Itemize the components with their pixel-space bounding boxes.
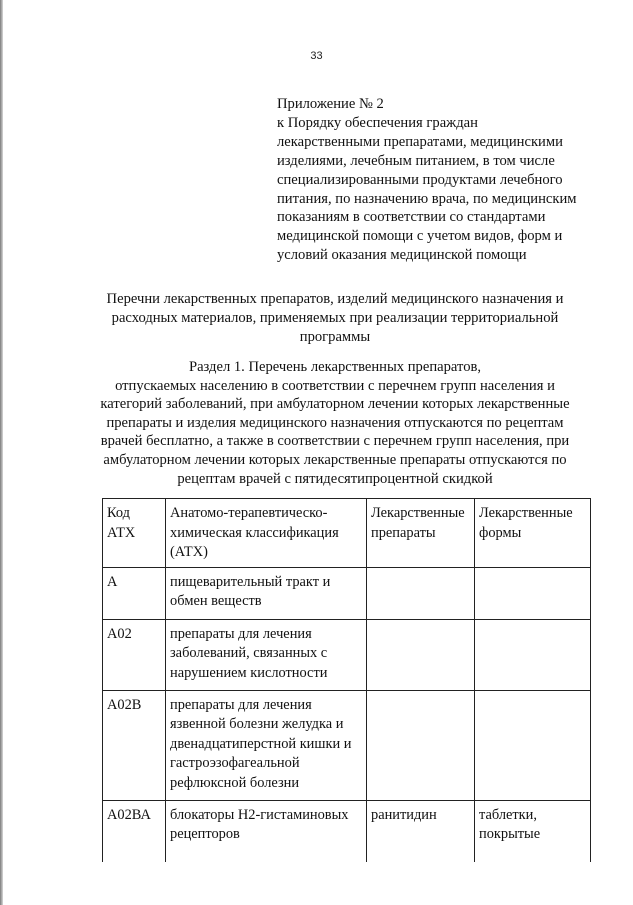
cell-code: А (103, 567, 166, 619)
title-line: Перечни лекарственных препаратов, изделий медицинского назначения и (106, 291, 564, 307)
appendix-line: изделиями, лечебным питанием, в том числе (277, 152, 555, 169)
cell-forms (475, 690, 591, 800)
header-forms: Лекарственные формы (475, 499, 591, 568)
table-row (103, 567, 591, 619)
appendix-line: условий оказания медицинской помощи (277, 247, 527, 264)
appendix-line: лекарственными препаратами, медицинскими (277, 133, 563, 150)
cell-classification: блокаторы Н2-гистаминовых рецепторов (166, 800, 367, 862)
table-row (103, 690, 591, 800)
cell-classification: препараты для лечения заболеваний, связанных с нарушением кислотности (166, 619, 367, 690)
header-classification: Анатомо-терапевтическо- химическая классификация (АТХ) (166, 499, 367, 568)
section-line: врачей бесплатно, а также в соответствии с перечнем групп населения, при (100, 433, 570, 450)
cell-drugs (367, 619, 475, 690)
cell-drugs (367, 567, 475, 619)
table-header-row (103, 499, 591, 568)
section-line: отпускаемых населению в соответствии с перечнем групп населения и (115, 377, 555, 394)
title-line: программы (299, 328, 371, 345)
table-row (103, 619, 591, 690)
header-code: Код АТХ (103, 499, 166, 568)
table-row (103, 800, 591, 862)
cell-code: А02В (103, 690, 166, 800)
scan-edge (0, 0, 3, 905)
cell-classification: препараты для лечения язвенной болезни желудка и двенадцатиперстной кишки и гастроэзофагеальной рефлюксной болезни (166, 690, 367, 800)
header-drugs: Лекарственные препараты (367, 499, 475, 568)
appendix-line: показаниям в соответствии со стандартами (277, 209, 546, 226)
cell-drugs: ранитидин (367, 800, 475, 862)
appendix-line: питания, по назначению врача, по медицинским (277, 190, 577, 207)
section-line: Раздел 1. Перечень лекарственных препаратов, (188, 359, 482, 375)
appendix-line: к Порядку обеспечения граждан (277, 114, 478, 131)
section-line: рецептам врачей с пятидесятипроцентной скидкой (177, 470, 493, 487)
cell-code: А02 (103, 619, 166, 690)
cell-forms (475, 619, 591, 690)
appendix-line: специализированными продуктами лечебного (277, 171, 563, 188)
atx-table (102, 498, 591, 862)
section-title (60, 358, 610, 488)
cell-code: А02ВА (103, 800, 166, 862)
section-line: препараты и изделия медицинского назначения отпускаются по рецептам (106, 414, 564, 431)
cell-forms: таблетки, покрытые (475, 800, 591, 862)
cell-forms (475, 567, 591, 619)
title-line: расходных материалов, применяемых при реализации территориальной (111, 309, 559, 326)
appendix-line: медицинской помощи с учетом видов, форм и (277, 228, 563, 245)
cell-drugs (367, 690, 475, 800)
section-line: категорий заболеваний, при амбулаторном лечении которых лекарственные (100, 396, 570, 413)
appendix-line: Приложение № 2 (277, 96, 384, 112)
document-title (60, 290, 610, 347)
appendix-header (277, 95, 607, 265)
page-number: 33 (310, 50, 323, 62)
section-line: амбулаторном лечении которых лекарственные препараты отпускаются по (103, 451, 567, 468)
cell-classification: пищеварительный тракт и обмен веществ (166, 567, 367, 619)
